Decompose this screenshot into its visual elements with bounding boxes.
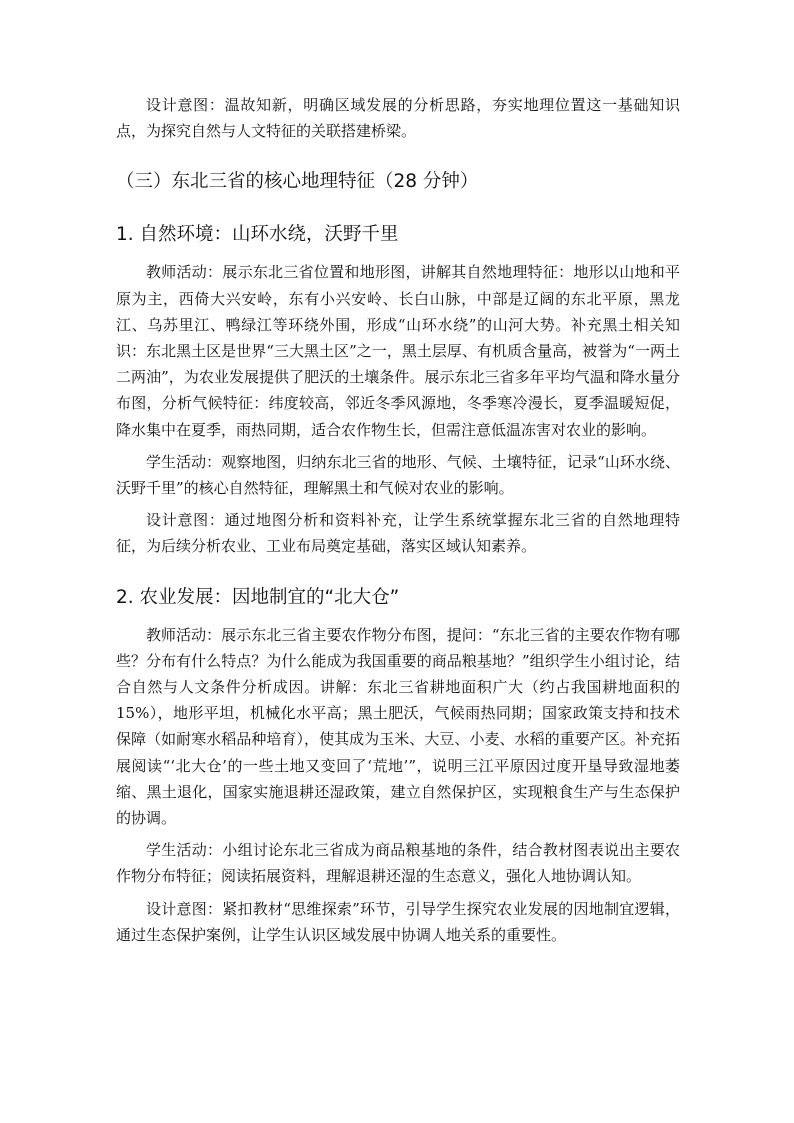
part2-student-activity: 学生活动：小组讨论东北三省成为商品粮基地的条件，结合教材图表说出主要农作物分布特征；阅读拓展资料，理解退耕还湿的生态意义，强化人地协调认知。: [116, 841, 680, 886]
part2-teacher-activity: 教师活动：展示东北三省主要农作物分布图，提问：“东北三省的主要农作物有哪些？分布有什么特点？为什么能成为我国重要的商品粮基地？”组织学生小组讨论，结合自然与人文条件分析成因。讲解：东北三省耕地面积广大（约占我国耕地面积的 15%），地形平坦，机械化水平高；黑土肥沃，气候雨热同期；国家政策支持和技术保障（如耐寒水稻品种培育），使其成为玉米、大豆、小麦、水稻的重要产区。补充拓展阅读“‘北大仓’的一些土地又变回了‘荒地’”，说明三江平原因过度开垦导致湿地萎缩、黑土退化，国家实施退耕还湿政策，建立自然保护区，实现粮食生产与生态保护的协调。: [116, 625, 680, 828]
part1-teacher-activity: 教师活动：展示东北三省位置和地形图，讲解其自然地理特征：地形以山地和平原为主，西倚大兴安岭，东有小兴安岭、长白山脉，中部是辽阔的东北平原，黑龙江、乌苏里江、鸭绿江等环绕外围，形成“山环水绕”的山河大势。补充黑土相关知识：东北黑土区是世界“三大黑土区”之一，黑土层厚、有机质含量高，被誉为“一两土二两油”，为农业发展提供了肥沃的土壤条件。展示东北三省多年平均气温和降水量分布图，分析气候特征：纬度较高，邻近冬季风源地，冬季寒冷漫长，夏季温暖短促，降水集中在夏季，雨热同期，适合农作物生长，但需注意低温冻害对农业的影响。: [116, 263, 680, 439]
section-title: （三）东北三省的核心地理特征（28 分钟）: [116, 171, 479, 193]
document-page: [116, 92, 680, 948]
part2-design-intent: 设计意图：紧扣教材“思维探索”环节，引导学生探究农业发展的因地制宜逻辑，通过生态保护案例，让学生认识区域发展中协调人地关系的重要性。: [116, 899, 680, 944]
part1-design-intent: 设计意图：通过地图分析和资料补充，让学生系统掌握东北三省的自然地理特征，为后续分析农业、工业布局奠定基础，落实区域认知素养。: [116, 511, 680, 556]
part1-student-activity: 学生活动：观察地图，归纳东北三省的地形、气候、土壤特征，记录“山环水绕、沃野千里”的核心自然特征，理解黑土和气候对农业的影响。: [116, 452, 680, 498]
part2-heading: 2. 农业发展：因地制宜的“北大仓”: [116, 586, 400, 608]
part1-heading: 1. 自然环境：山环水绕，沃野千里: [116, 224, 399, 246]
intro-design-intent: 设计意图：温故知新，明确区域发展的分析思路，夯实地理位置这一基础知识点，为探究自然与人文特征的关联搭建桥梁。: [116, 96, 680, 141]
